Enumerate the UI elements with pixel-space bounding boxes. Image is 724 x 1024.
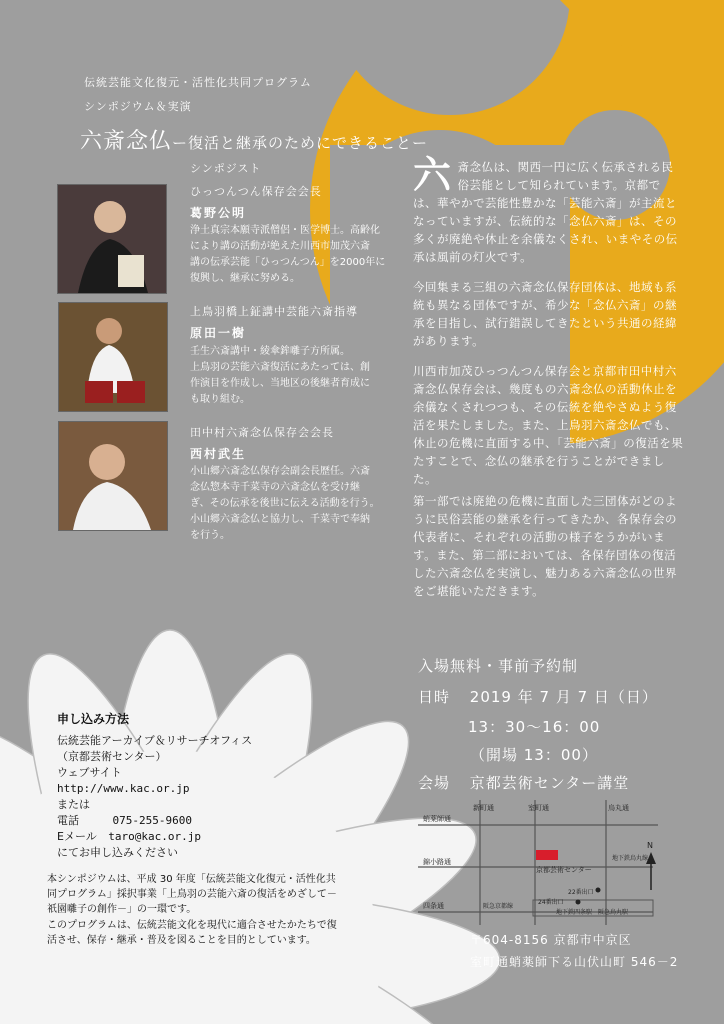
doors-time: （開場 13：00） [470, 746, 598, 764]
panelist-bio [190, 223, 400, 287]
bio-line: ぎ、その伝承を後世に伝える活動を行う。 [190, 498, 380, 509]
intro-paragraph-1 [413, 153, 683, 266]
venue-row [418, 770, 629, 796]
web-label: ウェブサイト [57, 766, 122, 779]
bio-line: 復興し、継承に努める。 [190, 273, 300, 284]
panelist-bio [190, 464, 400, 544]
bio-line: 浄土真宗本願寺派僧侶・医学博士。高齢化 [190, 225, 380, 236]
map-label: 四条通 [423, 902, 444, 910]
panelist-name: 原田一樹 [190, 326, 247, 340]
north-arrow-icon [646, 841, 656, 890]
panelist-role: ひっつんつん保存会会長 [190, 185, 322, 198]
title-sub: ー復活と継承のためにできることー [172, 134, 429, 152]
bio-line: 念仏惣本寺千菜寺の六斎念仏を受け継 [190, 482, 360, 493]
map-label: 烏丸通 [608, 804, 629, 812]
phone-label: 電話 [57, 814, 79, 827]
map-label: 地下鉄四条駅 [556, 909, 593, 916]
map-label: 錦小路通 [423, 858, 451, 866]
dropcap: 六 [413, 153, 452, 197]
page-title [80, 124, 428, 155]
map-label: 22番出口 [568, 889, 594, 896]
map-venue-label: 京都芸術センター [536, 866, 592, 874]
venue-label: 会場 [418, 774, 451, 792]
map-label: 蛸薬師通 [423, 815, 451, 823]
intro-paragraph-3: 川西市加茂ひっつんつん保存会と京都市田中村六斎念仏保存会は、幾度もの六斎念仏の活動休止を余儀なくされつつも、その伝統を絶やさぬよう復活を果たしました。また、上鳥羽六斎念仏でも、休止の危機に直面する中、「芸能六斎」の復活を果たすことで、念仏の継承を行うことができました。 [413, 364, 684, 486]
bio-line: を行う。 [190, 530, 230, 541]
panelist-name: 葛野公明 [190, 206, 247, 220]
map-label: 24番出口 [538, 899, 564, 906]
note-1: 本シンポジウムは、平成 30 年度「伝統芸能文化復元・活性化共同プログラム」採択事業「上鳥羽の芸能六斎の復活をめざして－祇園囃子の創作－」の一環です。 [47, 874, 337, 915]
map-label: 新町通 [473, 804, 494, 812]
panelist-bio [190, 344, 400, 408]
apply-org2: （京都芸術センター） [57, 750, 167, 763]
panelists-label: シンポジスト [190, 162, 262, 175]
panelist-role: 田中村六斎念仏保存会会長 [190, 426, 334, 439]
date-row [418, 684, 658, 710]
website-link[interactable]: http://www.kac.or.jp [57, 782, 190, 795]
panelist-role: 上鳥羽橋上鉦講中芸能六斎指導 [190, 305, 358, 318]
svg-text:N: N [647, 841, 653, 850]
email-label: Eメール [57, 830, 97, 843]
bio-line: も取り組む。 [190, 394, 250, 405]
note-2: このプログラムは、伝統芸能文化を現代に適合させたかたちで復活させ、保存・継承・普及を図ることを目的としています。 [47, 920, 337, 946]
or-label: または [57, 798, 90, 811]
address-line-1: 〒604-8156 京都市中京区 [470, 933, 632, 947]
access-map [418, 800, 668, 925]
bio-line: 小山郷六斎念仏と協力し、千菜寺で奉納 [190, 514, 370, 525]
person-icon [59, 422, 167, 530]
program-name: 伝統芸能文化復元・活性化共同プログラム [84, 76, 312, 89]
bio-line: 上鳥羽の芸能六斎復活にあたっては、創 [190, 362, 370, 373]
phone-number[interactable]: 075-255-9600 [112, 814, 192, 827]
date-label: 日時 [418, 688, 451, 706]
bio-line: 講の伝承芸能「ひっつんつん」を2000年に [190, 257, 386, 268]
person-icon [59, 303, 167, 411]
email-address[interactable]: taro@kac.or.jp [108, 830, 201, 843]
title-main: 六斎念仏 [80, 129, 173, 154]
bio-line: により講の活動が絶えた川西市加茂六斎 [190, 241, 370, 252]
apply-closing: にてお申し込みください [57, 846, 178, 859]
intro-paragraph-4: 第一部では廃絶の危機に直面した三団体がどのように民俗芸能の継承を行ってきたか、各保存会の代表者に、それぞれの活動の様子をうかがいます。また、第二部においては、各保存団体の復活した六斎念仏を実演し、魅力ある六斎念仏の世界をご堪能いただきます。 [413, 494, 677, 598]
intro-paragraph-2: 今回集まる三組の六斎念仏保存団体は、地域も系統も異なる団体ですが、希少な「念仏六斎」の継承を目指し、試行錯誤してきたという共通の経緯があります。 [413, 280, 677, 348]
event-time: 13：30〜16：00 [468, 718, 601, 736]
map-label: 室町通 [528, 804, 549, 812]
venue-name: 京都芸術センター講堂 [469, 774, 630, 792]
bio-line: 作演目を作成し、当地区の後継者育成に [190, 378, 370, 389]
address-line-2: 室町通蛸薬師下る山伏山町 546－2 [470, 955, 679, 969]
panelist-photo-3 [58, 421, 168, 531]
intro-text: 斎念仏は、関西一円に広く伝承される民俗芸能として知られています。京都では、華やかで芸能性豊かな「芸能六斎」が主流となっていますが、伝統的な「念仏六斎」は、その多くが廃絶や休止を余儀なくされ、いまやその伝承は風前の灯火です。 [413, 160, 678, 264]
panelist-photo-2 [58, 302, 168, 412]
person-icon [58, 185, 166, 293]
event-type: シンポジウム＆実演 [84, 100, 192, 113]
event-date: 2019 年 7 月 7 日（日） [469, 688, 658, 706]
map-label: 地下鉄烏丸線 [612, 855, 649, 862]
apply-title: 申し込み方法 [57, 712, 130, 726]
phone-row [57, 813, 347, 829]
bio-line: 壬生六斎講中・綾傘鉾囃子方所属。 [190, 346, 350, 357]
application-info [57, 710, 347, 861]
admission: 入場無料・事前予約制 [418, 657, 579, 675]
apply-org: 伝統芸能アーカイブ＆リサーチオフィス [57, 734, 253, 747]
bio-line: 小山郷六斎念仏保存会副会長歴任。六斎 [190, 466, 370, 477]
map-label: 阪急烏丸駅 [598, 909, 629, 916]
panelist-photo-1 [57, 184, 167, 294]
email-row [57, 829, 347, 845]
panelist-name: 西村武生 [190, 447, 247, 461]
map-label: 阪急京都線 [483, 903, 514, 910]
